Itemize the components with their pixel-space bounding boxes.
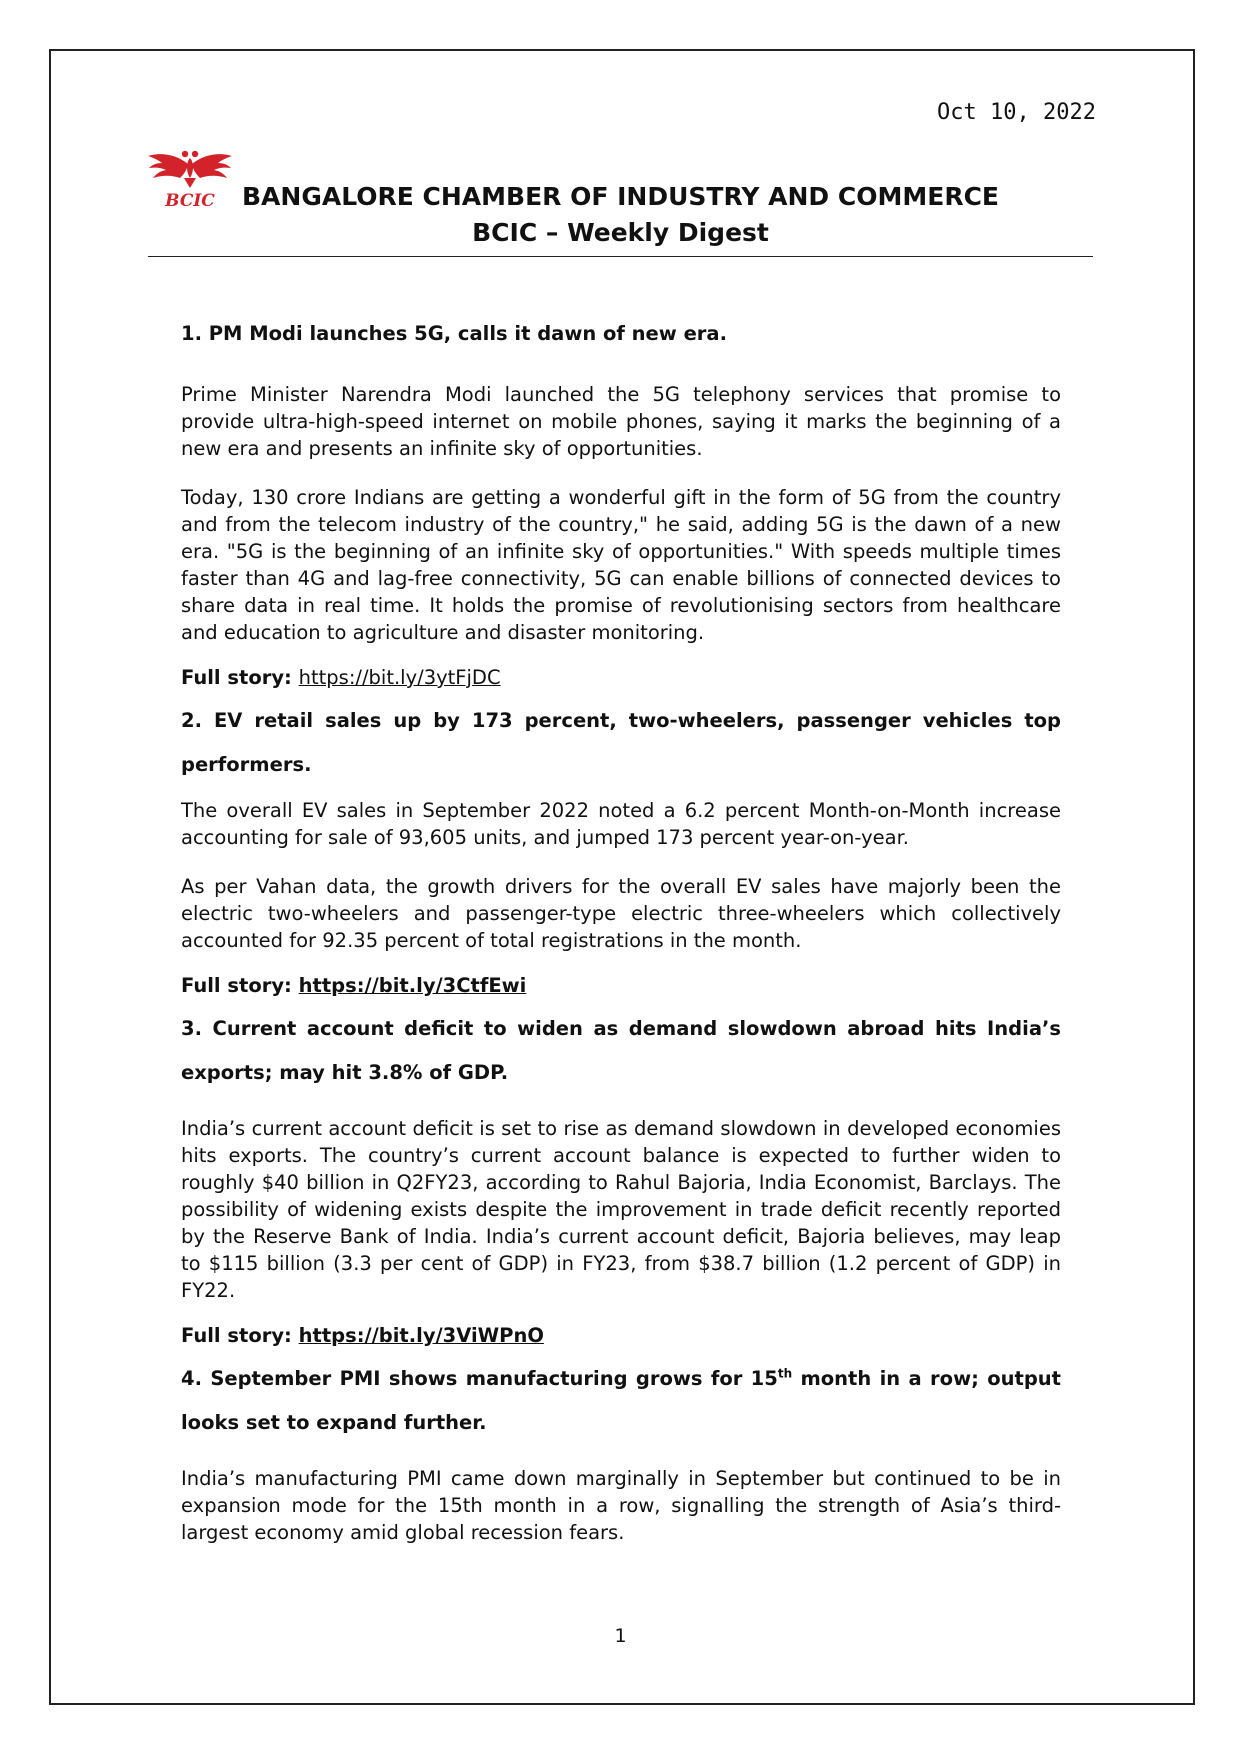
- article-2-story-link[interactable]: https://bit.ly/3CtfEwi: [298, 974, 527, 997]
- org-name: BANGALORE CHAMBER OF INDUSTRY AND COMMERCE: [242, 182, 999, 211]
- article-3-paragraph: India’s current account deficit is set to rise as demand slowdown in developed economies hits exports. The country’s current account balance is expected to further widen to roughly $40 billion in Q2FY23, according to Rahul Bajoria, India Economist, Barclays. The possibility of widening exists despite the improvement in trade deficit recently reported by the Reserve Bank of India. India’s current account deficit, Bajoria believes, may leap to $115 billion (3.3 per cent of GDP) in FY23, from $38.7 billion (1.2 percent of GDP) in FY22.: [181, 1117, 1061, 1302]
- page-number: 1: [614, 1625, 627, 1647]
- story-label: Full story:: [181, 974, 292, 997]
- article-1-paragraph: Prime Minister Narendra Modi launched the 5G telephony services that promise to provide ultra-high-speed internet on mobile phones, saying it marks the beginning of a new era and presents an infinite sky of opportunities.: [181, 383, 1061, 460]
- article-1-title: 1. PM Modi launches 5G, calls it dawn of new era.: [181, 322, 727, 345]
- article-1-story-line: [181, 664, 1061, 691]
- story-label: Full story:: [181, 1324, 292, 1347]
- digest-body: [181, 320, 1061, 1568]
- article-3-story-link[interactable]: https://bit.ly/3ViWPnO: [298, 1324, 544, 1347]
- article-4-title: 4. September PMI shows manufacturing grows for 15th month in a row; output looks set to expand further.: [181, 1366, 1061, 1434]
- digest-title: BCIC – Weekly Digest: [472, 218, 769, 247]
- article-1-paragraph: Today, 130 crore Indians are getting a wonderful gift in the form of 5G from the country and from the telecom industry of the country," he said, adding 5G is the dawn of a new era. "5G is the beginning of an infinite sky of opportunities." With speeds multiple times faster than 4G and lag-free connectivity, 5G can enable billions of connected devices to share data in real time. It holds the promise of revolutionising sectors from healthcare and education to agriculture and disaster monitoring.: [181, 486, 1061, 644]
- article-2-paragraph: As per Vahan data, the growth drivers for the overall EV sales have majorly been the electric two-wheelers and passenger-type electric three-wheelers which collectively accounted for 92.35 percent of total registrations in the month.: [181, 875, 1061, 952]
- article-1-story-link[interactable]: https://bit.ly/3ytFjDC: [298, 666, 501, 689]
- article-3-title: 3. Current account deficit to widen as demand slowdown abroad hits India’s exports; may hit 3.8% of GDP.: [181, 1017, 1061, 1084]
- article-3-story-line: [181, 1322, 1061, 1349]
- article-2-paragraph: The overall EV sales in September 2022 noted a 6.2 percent Month-on-Month increase accounting for sale of 93,605 units, and jumped 173 percent year-on-year.: [181, 799, 1061, 849]
- article-2-title: 2. EV retail sales up by 173 percent, two-wheelers, passenger vehicles top performers.: [181, 709, 1061, 776]
- header-divider: [148, 256, 1093, 257]
- logo-wordmark: BCIC: [165, 191, 215, 210]
- story-label: Full story:: [181, 666, 292, 689]
- article-2-story-line: [181, 972, 1061, 999]
- issue-date: Oct 10, 2022: [937, 100, 1096, 125]
- article-4-paragraph: India’s manufacturing PMI came down marginally in September but continued to be in expansion mode for the 15th month in a row, signalling the strength of Asia’s third-largest economy amid global recession fears.: [181, 1467, 1061, 1544]
